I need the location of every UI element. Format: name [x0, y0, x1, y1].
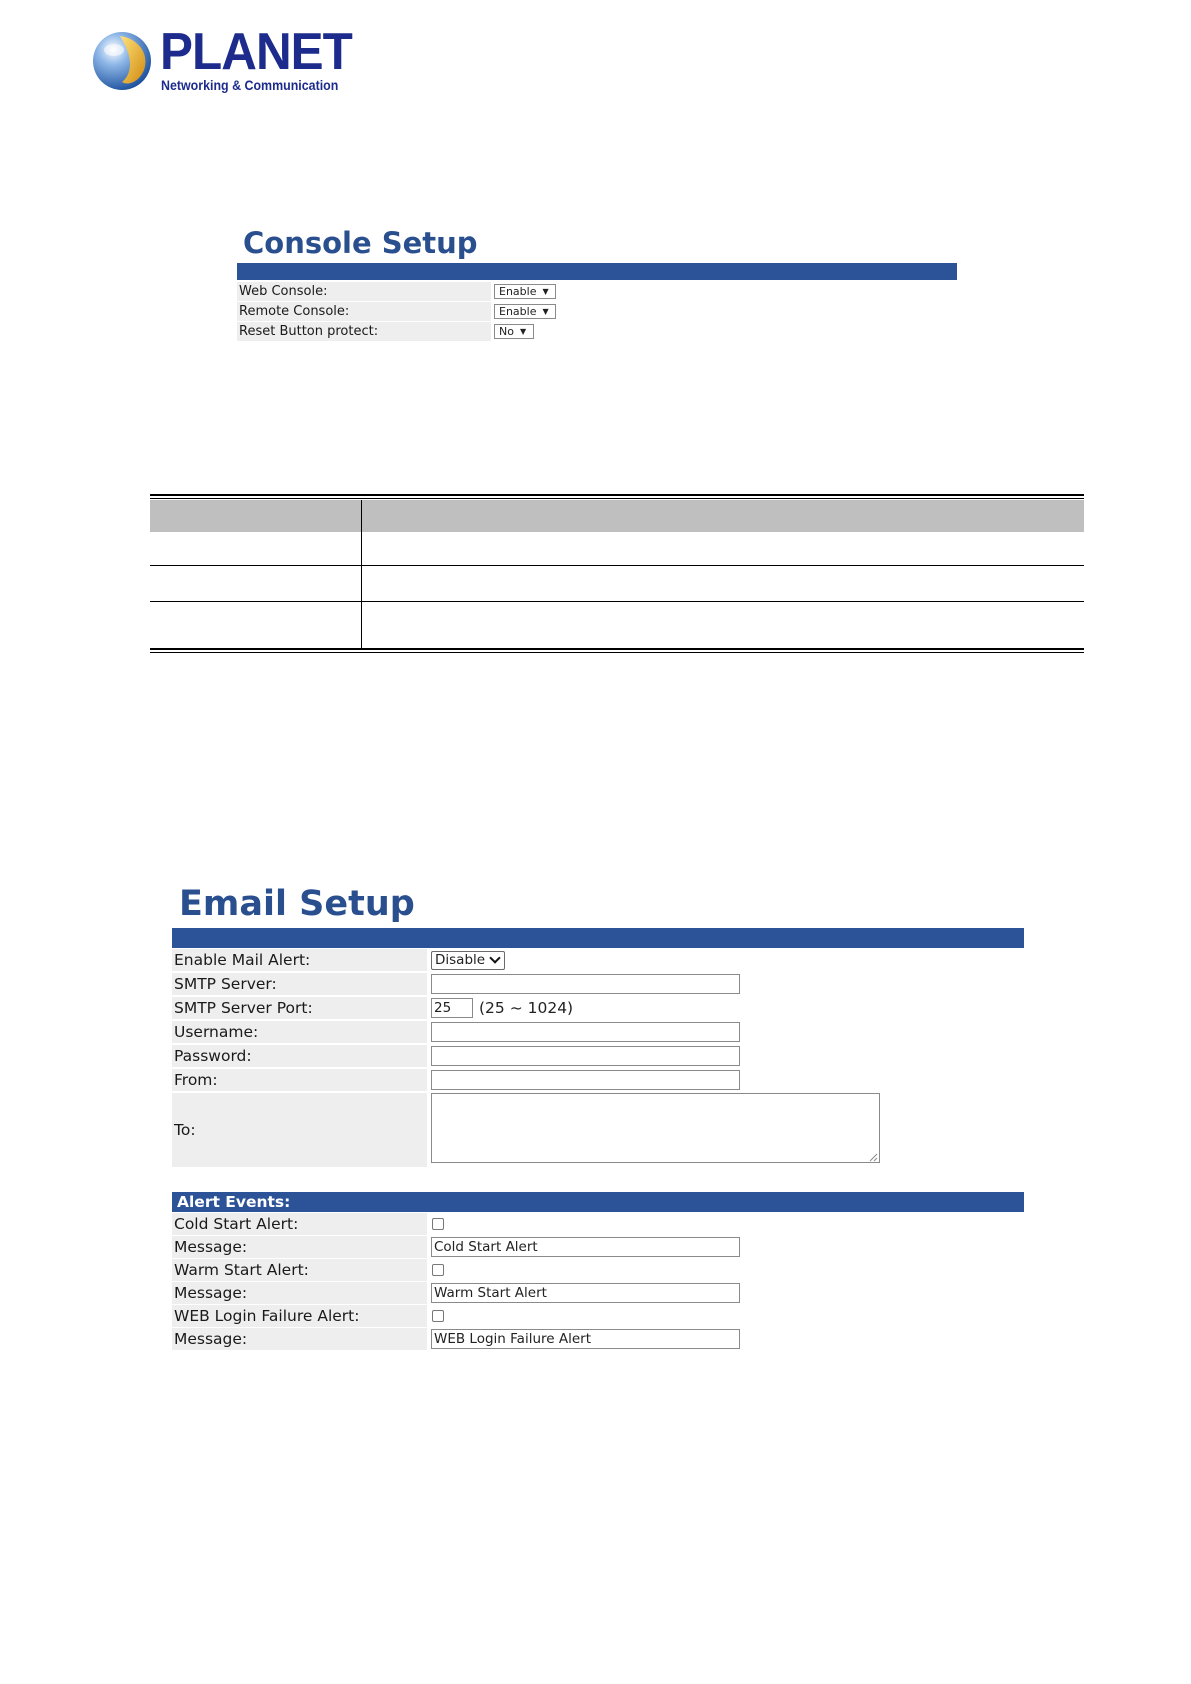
table-column-divider — [361, 500, 362, 648]
cold-start-checkbox[interactable] — [432, 1218, 444, 1230]
email-setup-title: Email Setup — [179, 884, 415, 924]
to-label: To: — [172, 1093, 427, 1167]
web-login-failure-row — [172, 1305, 1024, 1327]
planet-logo — [92, 23, 352, 100]
message-label: Message: — [172, 1282, 427, 1304]
warm-start-message-row — [172, 1282, 1024, 1304]
web-console-row — [237, 282, 957, 301]
table-header-row — [150, 500, 1084, 532]
globe-icon — [92, 30, 152, 92]
web-login-failure-message-row — [172, 1328, 1024, 1350]
table-row — [150, 566, 1084, 602]
table-bottom-rule — [150, 648, 1084, 650]
web-login-failure-message-input[interactable]: WEB Login Failure Alert — [431, 1329, 740, 1349]
smtp-port-input[interactable]: 25 — [431, 998, 473, 1018]
smtp-port-row — [172, 997, 1024, 1019]
smtp-port-label: SMTP Server Port: — [172, 997, 427, 1019]
from-label: From: — [172, 1069, 427, 1091]
message-label: Message: — [172, 1328, 427, 1350]
table-row — [150, 602, 1084, 649]
cold-start-message-input[interactable]: Cold Start Alert — [431, 1237, 740, 1257]
web-console-label: Web Console: — [237, 282, 491, 301]
cold-start-message-row — [172, 1236, 1024, 1258]
smtp-server-row — [172, 973, 1024, 995]
table-top-rule-thin — [150, 498, 1084, 499]
remote-console-select[interactable]: Enable ▼ — [494, 304, 556, 319]
warm-start-checkbox[interactable] — [432, 1264, 444, 1276]
web-login-failure-label: WEB Login Failure Alert: — [172, 1305, 427, 1327]
enable-mail-alert-select[interactable]: Disable — [431, 951, 505, 970]
smtp-port-range: (25 ~ 1024) — [479, 999, 574, 1017]
reset-button-protect-label: Reset Button protect: — [237, 322, 491, 341]
message-label: Message: — [172, 1236, 427, 1258]
brand-wordmark: PLANET — [160, 23, 352, 81]
web-login-failure-checkbox[interactable] — [432, 1310, 444, 1322]
username-input[interactable] — [431, 1022, 740, 1042]
dropdown-arrow-icon: ▼ — [542, 307, 549, 316]
smtp-server-input[interactable] — [431, 974, 740, 994]
dropdown-arrow-icon: ▼ — [542, 287, 549, 296]
brand-tagline: Networking & Communication — [161, 78, 339, 93]
chevron-down-icon — [489, 952, 500, 963]
password-input[interactable] — [431, 1046, 740, 1066]
warm-start-message-input[interactable]: Warm Start Alert — [431, 1283, 740, 1303]
warm-start-row — [172, 1259, 1024, 1281]
password-row — [172, 1045, 1024, 1067]
enable-mail-alert-label: Enable Mail Alert: — [172, 949, 427, 971]
username-label: Username: — [172, 1021, 427, 1043]
cold-start-label: Cold Start Alert: — [172, 1213, 427, 1235]
remote-console-row — [237, 302, 957, 321]
enable-mail-alert-row — [172, 949, 1024, 971]
email-title-bar — [172, 928, 1024, 948]
reset-button-protect-row — [237, 322, 957, 341]
remote-console-label: Remote Console: — [237, 302, 491, 321]
dropdown-arrow-icon: ▼ — [519, 327, 527, 336]
cold-start-row — [172, 1213, 1024, 1235]
from-row — [172, 1069, 1024, 1091]
smtp-server-label: SMTP Server: — [172, 973, 427, 995]
console-setup-title: Console Setup — [243, 226, 478, 260]
console-title-bar — [237, 263, 957, 280]
web-console-select[interactable]: Enable ▼ — [494, 284, 556, 299]
table-bottom-rule-thin — [150, 652, 1084, 653]
alert-events-heading: Alert Events: — [172, 1192, 1024, 1212]
resize-grip-icon[interactable] — [869, 1153, 878, 1162]
table-top-rule — [150, 494, 1084, 496]
table-row — [150, 532, 1084, 566]
password-label: Password: — [172, 1045, 427, 1067]
reset-button-protect-select[interactable]: No ▼ — [494, 324, 534, 339]
username-row — [172, 1021, 1024, 1043]
from-input[interactable] — [431, 1070, 740, 1090]
warm-start-label: Warm Start Alert: — [172, 1259, 427, 1281]
to-textarea[interactable] — [431, 1093, 880, 1163]
